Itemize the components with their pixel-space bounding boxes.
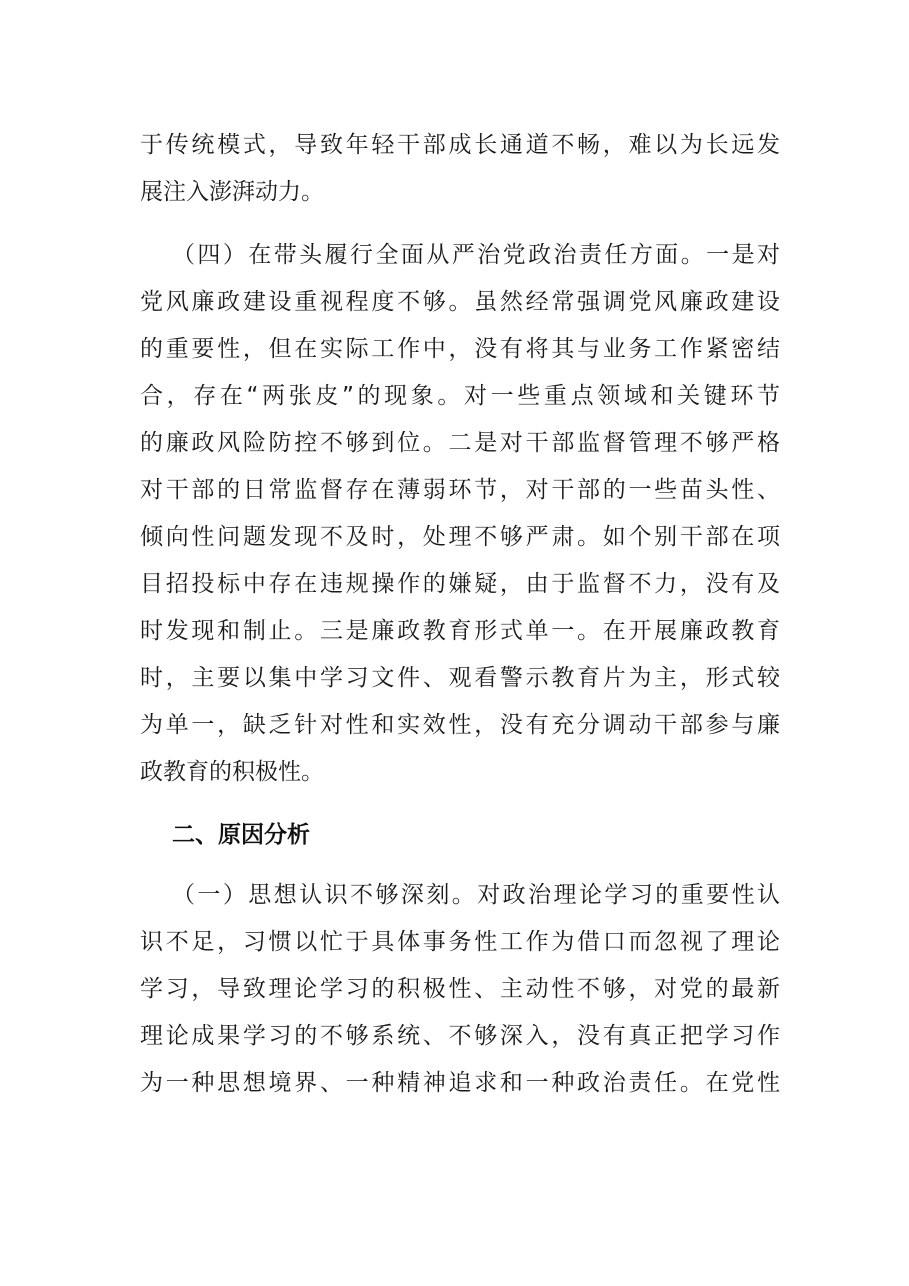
paragraph-line: 的廉政风险防控不够到位。二是对干部监督管理不够严格 [140,430,780,456]
paragraph-line: 政教育的积极性。 [140,759,324,785]
paragraph-line: （一）思想认识不够深刻。对政治理论学习的重要性认 [172,882,780,908]
paragraph-line: 展注入澎湃动力。 [140,179,324,205]
paragraph-line: 目招投标中存在违规操作的嫌疑，由于监督不力，没有及 [140,571,780,597]
paragraph-line: 时发现和制止。三是廉政教育形式单一。在开展廉政教育 [140,618,780,644]
paragraph-line: 学习，导致理论学习的积极性、主动性不够，对党的最新 [140,976,780,1002]
paragraph-line: 的重要性，但在实际工作中，没有将其与业务工作紧密结 [140,336,780,362]
paragraph-line: 为单一，缺乏针对性和实效性，没有充分调动干部参与廉 [140,712,780,738]
section-heading: 二、原因分析 [172,822,310,848]
paragraph-line: （四）在带头履行全面从严治党政治责任方面。一是对 [172,242,780,268]
paragraph-line: 为一种思想境界、一种精神追求和一种政治责任。在党性 [140,1070,780,1096]
paragraph-line: 时，主要以集中学习文件、观看警示教育片为主，形式较 [140,665,780,691]
paragraph-line: 对干部的日常监督存在薄弱环节，对干部的一些苗头性、 [140,477,780,503]
paragraph-line: 党风廉政建设重视程度不够。虽然经常强调党风廉政建设 [140,289,780,315]
paragraph-line: 识不足，习惯以忙于具体事务性工作为借口而忽视了理论 [140,929,780,955]
paragraph-line: 理论成果学习的不够系统、不够深入，没有真正把学习作 [140,1023,780,1049]
paragraph-line: 倾向性问题发现不及时，处理不够严肃。如个别干部在项 [140,524,780,550]
paragraph-line: 合，存在“两张皮”的现象。对一些重点领域和关键环节 [140,383,780,409]
paragraph-line: 于传统模式，导致年轻干部成长通道不畅，难以为长远发 [140,132,780,158]
